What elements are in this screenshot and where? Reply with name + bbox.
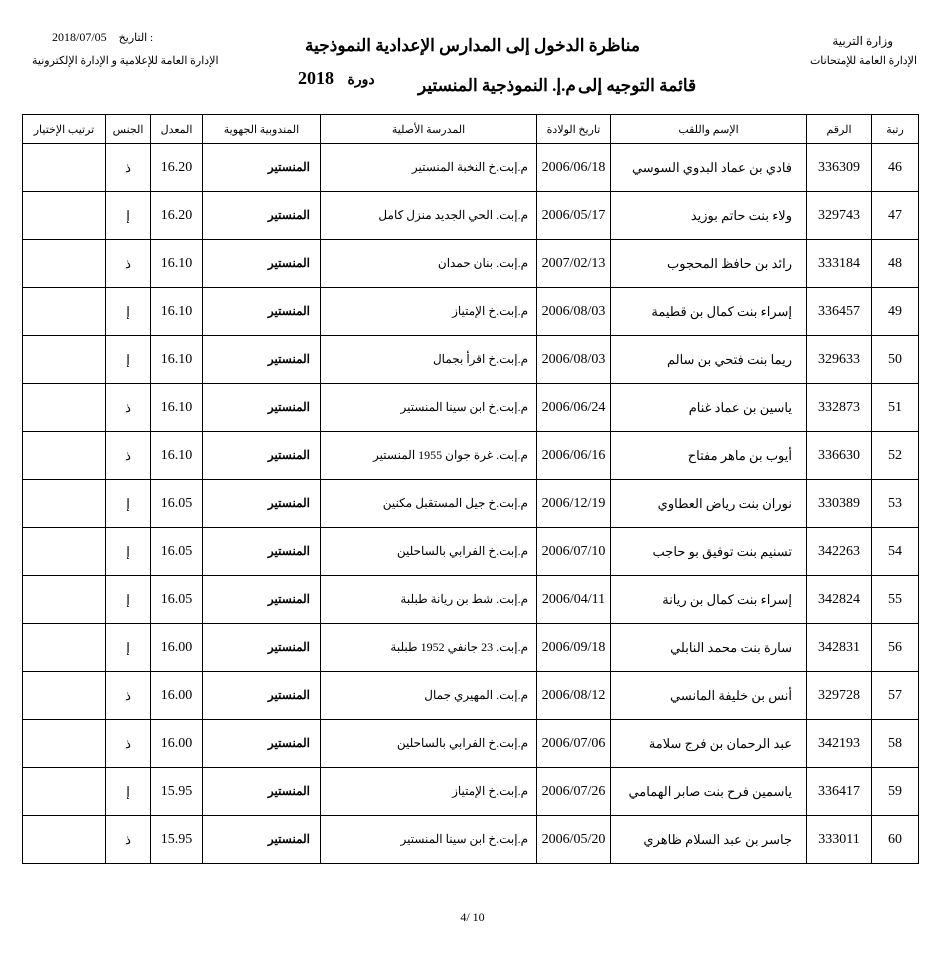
orientation-table xyxy=(22,114,919,864)
cell-number: 342263 xyxy=(807,528,872,576)
exams-department-label: الإدارة العامة للإمتحانات xyxy=(809,55,917,67)
cell-dob: 2006/08/12 xyxy=(537,672,611,720)
cell-average: 16.10 xyxy=(151,336,203,384)
cell-sex: إ xyxy=(106,336,151,384)
cell-average: 16.10 xyxy=(151,240,203,288)
cell-school: م.إبت. الحي الجديد منزل كامل xyxy=(321,192,537,240)
cell-dob: 2006/09/18 xyxy=(537,624,611,672)
cell-average: 16.10 xyxy=(151,288,203,336)
cell-preference xyxy=(23,720,106,768)
cell-rank: 59 xyxy=(872,768,919,816)
cell-dob: 2006/04/11 xyxy=(537,576,611,624)
col-header-rank: رتبة xyxy=(872,115,919,144)
cell-dob: 2006/06/16 xyxy=(537,432,611,480)
cell-preference xyxy=(23,816,106,864)
table-row xyxy=(23,480,919,528)
cell-name: عبد الرحمان بن فرج سلامة xyxy=(611,720,807,768)
cell-dob: 2006/07/10 xyxy=(537,528,611,576)
cell-dob: 2006/06/24 xyxy=(537,384,611,432)
cell-name: تسنيم بنت توفيق بو حاجب xyxy=(611,528,807,576)
cell-dob: 2006/08/03 xyxy=(537,288,611,336)
cell-sex: ذ xyxy=(106,672,151,720)
cell-number: 329728 xyxy=(807,672,872,720)
table-row xyxy=(23,432,919,480)
cell-number: 329633 xyxy=(807,336,872,384)
cell-region: المنستير xyxy=(203,192,321,240)
cell-school: م.إبت.خ ابن سينا المنستير xyxy=(321,384,537,432)
cell-name: أيوب بن ماهر مفتاح xyxy=(611,432,807,480)
cell-name: رائد بن حافظ المحجوب xyxy=(611,240,807,288)
cell-school: م.إبت.خ اقرأ بجمال xyxy=(321,336,537,384)
cell-school: م.إبت.خ الفرابي بالساحلين xyxy=(321,528,537,576)
cell-number: 342193 xyxy=(807,720,872,768)
cell-average: 15.95 xyxy=(151,816,203,864)
cell-preference xyxy=(23,480,106,528)
page-title: مناظرة الدخول إلى المدارس الإعدادية النموذجية xyxy=(305,36,640,55)
cell-name: سارة بنت محمد النابلي xyxy=(611,624,807,672)
cell-school: م.إبت.خ النخبة المنستير xyxy=(321,144,537,192)
table-row xyxy=(23,672,919,720)
cell-sex: إ xyxy=(106,480,151,528)
cell-number: 336309 xyxy=(807,144,872,192)
cell-rank: 58 xyxy=(872,720,919,768)
cell-preference xyxy=(23,432,106,480)
cell-name: أنس بن خليفة المانسي xyxy=(611,672,807,720)
cell-number: 342824 xyxy=(807,576,872,624)
cell-school: م.إبت. بنان حمدان xyxy=(321,240,537,288)
cell-sex: إ xyxy=(106,624,151,672)
session-label: دورة xyxy=(347,73,375,88)
cell-dob: 2006/06/18 xyxy=(537,144,611,192)
cell-rank: 55 xyxy=(872,576,919,624)
orientation-list-label: قائمة التوجيه إلى xyxy=(578,76,697,95)
cell-average: 16.00 xyxy=(151,624,203,672)
cell-number: 336417 xyxy=(807,768,872,816)
cell-region: المنستير xyxy=(203,432,321,480)
col-header-name: الإسم واللقب xyxy=(611,115,807,144)
cell-region: المنستير xyxy=(203,288,321,336)
cell-school: م.إبت.خ جيل المستقبل مكنين xyxy=(321,480,537,528)
table-row xyxy=(23,816,919,864)
session xyxy=(298,68,375,89)
cell-dob: 2006/05/17 xyxy=(537,192,611,240)
cell-number: 333011 xyxy=(807,816,872,864)
ministry-label: وزارة التربية xyxy=(832,34,893,48)
cell-number: 329743 xyxy=(807,192,872,240)
cell-name: إسراء بنت كمال بن قطيمة xyxy=(611,288,807,336)
cell-rank: 50 xyxy=(872,336,919,384)
cell-region: المنستير xyxy=(203,720,321,768)
target-school: م.إ. النموذجية المنستير xyxy=(418,76,576,95)
table-row xyxy=(23,624,919,672)
cell-rank: 54 xyxy=(872,528,919,576)
cell-school: م.إبت. غرة جوان 1955 المنستير xyxy=(321,432,537,480)
cell-rank: 49 xyxy=(872,288,919,336)
col-header-preference: ترتيب الإختيار xyxy=(23,115,106,144)
cell-number: 332873 xyxy=(807,384,872,432)
cell-number: 342831 xyxy=(807,624,872,672)
cell-region: المنستير xyxy=(203,672,321,720)
cell-sex: ذ xyxy=(106,816,151,864)
table-header-row xyxy=(23,115,919,144)
cell-dob: 2007/02/13 xyxy=(537,240,611,288)
cell-preference xyxy=(23,336,106,384)
cell-average: 16.00 xyxy=(151,720,203,768)
col-header-number: الرقم xyxy=(807,115,872,144)
cell-sex: ذ xyxy=(106,144,151,192)
cell-number: 336630 xyxy=(807,432,872,480)
cell-sex: إ xyxy=(106,288,151,336)
cell-sex: ذ xyxy=(106,720,151,768)
cell-preference xyxy=(23,672,106,720)
cell-region: المنستير xyxy=(203,480,321,528)
session-year: 2018 xyxy=(298,68,334,88)
table-row xyxy=(23,576,919,624)
cell-rank: 47 xyxy=(872,192,919,240)
cell-region: المنستير xyxy=(203,816,321,864)
cell-rank: 57 xyxy=(872,672,919,720)
col-header-dob: تاريخ الولادة xyxy=(537,115,611,144)
table-row xyxy=(23,720,919,768)
cell-number: 330389 xyxy=(807,480,872,528)
cell-name: نوران بنت رياض العطاوي xyxy=(611,480,807,528)
col-header-region: المندوبية الجهوية xyxy=(203,115,321,144)
cell-region: المنستير xyxy=(203,336,321,384)
cell-school: م.إبت.خ الفرابي بالساحلين xyxy=(321,720,537,768)
cell-rank: 60 xyxy=(872,816,919,864)
cell-rank: 51 xyxy=(872,384,919,432)
cell-name: ريما بنت فتحي بن سالم xyxy=(611,336,807,384)
cell-average: 16.05 xyxy=(151,528,203,576)
cell-rank: 53 xyxy=(872,480,919,528)
table-row xyxy=(23,768,919,816)
date-value: 2018/07/05 xyxy=(52,30,107,44)
cell-rank: 56 xyxy=(872,624,919,672)
table-row xyxy=(23,144,919,192)
cell-preference xyxy=(23,240,106,288)
cell-dob: 2006/07/26 xyxy=(537,768,611,816)
cell-average: 16.05 xyxy=(151,480,203,528)
cell-school: م.إبت.خ ابن سينا المنستير xyxy=(321,816,537,864)
cell-school: م.إبت.خ الإمتياز xyxy=(321,768,537,816)
col-header-sex: الجنس xyxy=(106,115,151,144)
cell-rank: 46 xyxy=(872,144,919,192)
cell-average: 16.20 xyxy=(151,144,203,192)
col-header-average: المعدل xyxy=(151,115,203,144)
cell-preference xyxy=(23,192,106,240)
cell-region: المنستير xyxy=(203,576,321,624)
cell-rank: 48 xyxy=(872,240,919,288)
col-header-school: المدرسة الأصلية xyxy=(321,115,537,144)
cell-sex: ذ xyxy=(106,432,151,480)
cell-region: المنستير xyxy=(203,528,321,576)
it-department-label: الإدارة العامة للإعلامية و الإدارة الإلكترونية xyxy=(32,55,219,67)
table-row xyxy=(23,384,919,432)
cell-number: 333184 xyxy=(807,240,872,288)
cell-name: فادي بن عماد البدوي السوسي xyxy=(611,144,807,192)
cell-region: المنستير xyxy=(203,144,321,192)
cell-region: المنستير xyxy=(203,384,321,432)
cell-name: ولاء بنت حاتم بوزيد xyxy=(611,192,807,240)
cell-preference xyxy=(23,384,106,432)
table-row xyxy=(23,240,919,288)
cell-name: إسراء بنت كمال بن ريانة xyxy=(611,576,807,624)
cell-name: ياسمين فرح بنت صابر الهمامي xyxy=(611,768,807,816)
cell-preference xyxy=(23,768,106,816)
cell-sex: إ xyxy=(106,768,151,816)
date-label: التاريخ : xyxy=(118,32,154,44)
cell-number: 336457 xyxy=(807,288,872,336)
table-row xyxy=(23,192,919,240)
cell-sex: ذ xyxy=(106,240,151,288)
cell-school: م.إبت.خ الإمتياز xyxy=(321,288,537,336)
cell-dob: 2006/12/19 xyxy=(537,480,611,528)
cell-name: ياسين بن عماد غنام xyxy=(611,384,807,432)
cell-sex: إ xyxy=(106,192,151,240)
table-row xyxy=(23,528,919,576)
cell-preference xyxy=(23,144,106,192)
cell-sex: إ xyxy=(106,576,151,624)
cell-sex: ذ xyxy=(106,384,151,432)
cell-name: جاسر بن عبد السلام ظاهري xyxy=(611,816,807,864)
cell-preference xyxy=(23,528,106,576)
cell-region: المنستير xyxy=(203,768,321,816)
table-row xyxy=(23,336,919,384)
cell-dob: 2006/08/03 xyxy=(537,336,611,384)
page-number: 4/ 10 xyxy=(460,910,485,924)
cell-dob: 2006/05/20 xyxy=(537,816,611,864)
cell-average: 16.00 xyxy=(151,672,203,720)
cell-average: 16.10 xyxy=(151,432,203,480)
cell-school: م.إبت. شط بن ريانة طبلبة xyxy=(321,576,537,624)
cell-average: 16.20 xyxy=(151,192,203,240)
cell-average: 15.95 xyxy=(151,768,203,816)
cell-rank: 52 xyxy=(872,432,919,480)
cell-school: م.إبت. المهيري جمال xyxy=(321,672,537,720)
table-row xyxy=(23,288,919,336)
cell-average: 16.05 xyxy=(151,576,203,624)
cell-dob: 2006/07/06 xyxy=(537,720,611,768)
cell-sex: إ xyxy=(106,528,151,576)
cell-preference xyxy=(23,288,106,336)
cell-preference xyxy=(23,624,106,672)
cell-average: 16.10 xyxy=(151,384,203,432)
cell-region: المنستير xyxy=(203,624,321,672)
cell-region: المنستير xyxy=(203,240,321,288)
cell-school: م.إبت. 23 جانفي 1952 طبلبة xyxy=(321,624,537,672)
cell-preference xyxy=(23,576,106,624)
